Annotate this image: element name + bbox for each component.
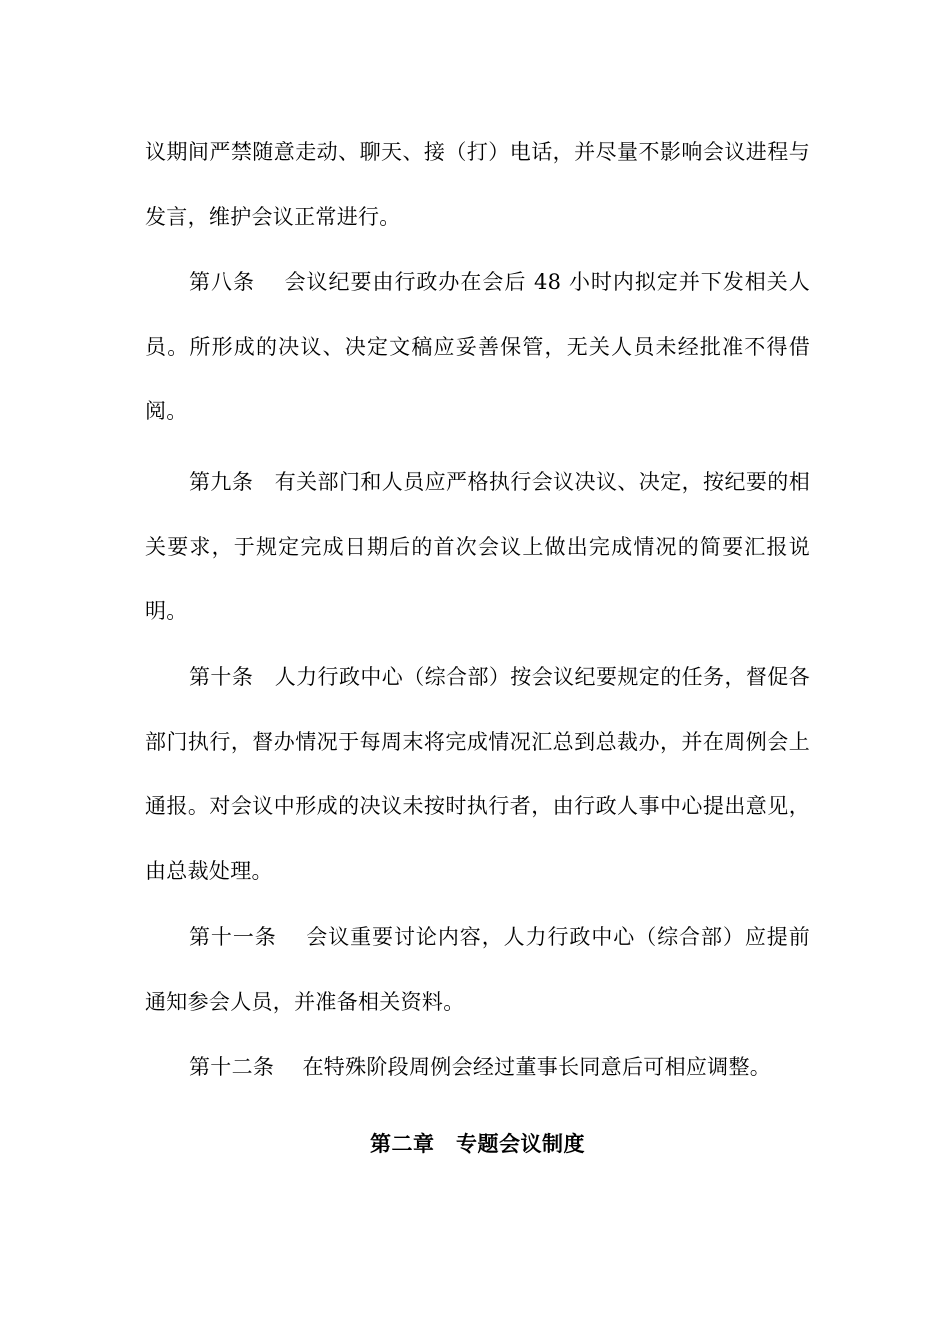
article-11 (145, 905, 810, 1034)
chapter-heading: 第二章 专题会议制度 (370, 1131, 585, 1156)
article-number: 第十二条 (189, 1055, 275, 1079)
article-number: 第十一条 (189, 925, 277, 949)
paragraph-continuation (145, 120, 810, 249)
article-9 (145, 450, 810, 644)
article-number: 第十条 (189, 665, 254, 689)
article-number: 第九条 (189, 470, 254, 494)
article-text: 有关部门和人员应严格执行会议决议、决定，按纪要的相关要求，于规定完成日期后的首次会议上做出完成情况的简要汇报说明。 (145, 470, 810, 623)
article-text: 会议重要讨论内容，人力行政中心（综合部）应提前通知参会人员，并准备相关资料。 (145, 925, 810, 1014)
article-text: 人力行政中心（综合部）按会议纪要规定的任务，督促各部门执行，督办情况于每周末将完成情况汇总到总裁办，并在周例会上通报。对会议中形成的决议未按时执行者，由行政人事中心提出意见，由总裁处理。 (145, 665, 810, 883)
article-12 (145, 1035, 810, 1100)
article-8 (145, 250, 810, 444)
article-text: 会议纪要由行政办在会后 48 小时内拟定并下发相关人员。所形成的决议、决定文稿应妥善保管，无关人员未经批准不得借阅。 (145, 270, 811, 423)
paragraph-text: 议期间严禁随意走动、聊天、接（打）电话，并尽量不影响会议进程与发言，维护会议正常进行。 (145, 140, 810, 229)
article-10 (145, 645, 810, 903)
article-text: 在特殊阶段周例会经过董事长同意后可相应调整。 (302, 1055, 772, 1079)
article-number: 第八条 (189, 270, 255, 294)
